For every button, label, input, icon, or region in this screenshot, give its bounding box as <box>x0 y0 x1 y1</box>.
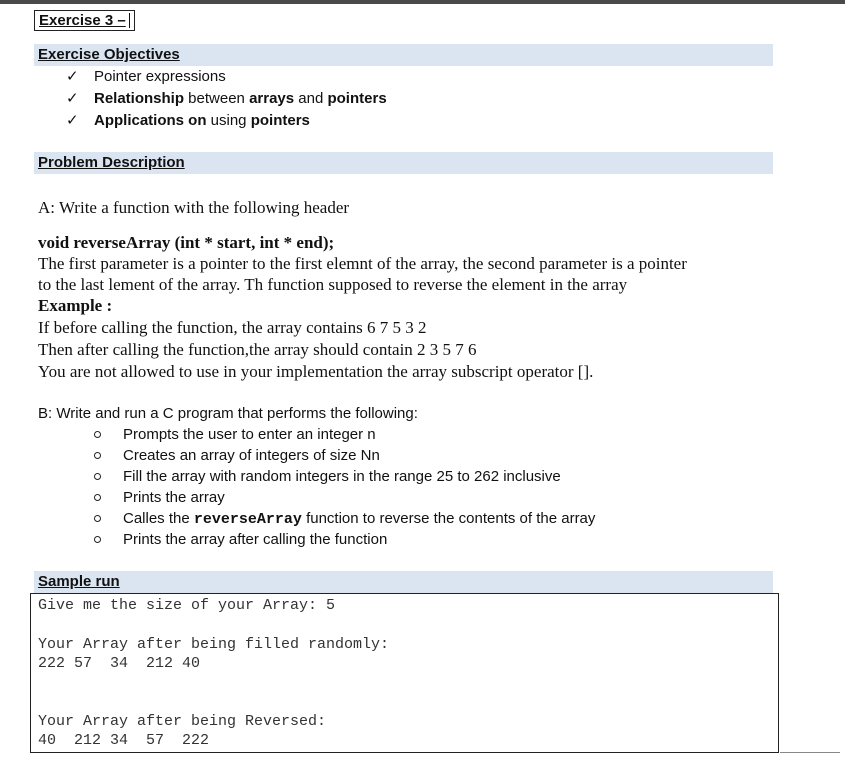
exercise-title <box>34 10 135 31</box>
description-line-2: to the last lement of the array. Th function supposed to reverse the element in the array <box>38 275 628 294</box>
part-a-intro: A: Write a function with the following header <box>38 198 350 217</box>
objective-text <box>94 110 310 132</box>
text-fragment: Calles the <box>123 509 194 527</box>
output-line: Your Array after being Reversed: <box>38 713 327 730</box>
text-fragment: arrays <box>249 90 295 107</box>
text-fragment: Relationship <box>94 90 185 107</box>
checkmark-icon: ✓ <box>66 112 79 129</box>
bullet-icon <box>94 431 101 438</box>
objective-item <box>66 88 387 110</box>
top-border <box>0 0 845 4</box>
text-fragment: pointers <box>327 90 387 107</box>
list-item-text: Creates an array of integers of size Nn <box>123 447 380 464</box>
text-fragment: pointers <box>250 112 310 129</box>
sample-output-box <box>30 593 779 753</box>
objectives-list <box>66 66 387 132</box>
list-item <box>92 424 595 445</box>
description-line-1: The first parameter is a pointer to the first elemnt of the array, the second parameter is a pointer <box>38 254 687 273</box>
text-cursor <box>129 13 130 28</box>
bullet-icon <box>94 515 101 522</box>
objectives-heading: Exercise Objectives <box>38 46 180 63</box>
bullet-icon <box>94 494 101 501</box>
bullet-icon <box>94 473 101 480</box>
objective-item <box>66 110 387 132</box>
list-item <box>92 529 595 550</box>
sample-heading-band <box>34 571 773 593</box>
objective-text <box>94 88 387 110</box>
list-item-text <box>123 508 595 530</box>
text-fragment: function to reverse the contents of the array <box>301 509 596 527</box>
objective-item <box>66 66 387 88</box>
text-fragment: using <box>206 112 251 129</box>
sample-heading: Sample run <box>38 573 120 590</box>
part-b-list <box>92 424 595 550</box>
list-item-text: Fill the array with random integers in the range 25 to 262 inclusive <box>123 468 561 485</box>
function-signature: void reverseArray (int * start, int * end); <box>38 233 335 252</box>
problem-heading: Problem Description <box>38 154 185 171</box>
bullet-icon <box>94 452 101 459</box>
example-label: Example : <box>38 296 113 315</box>
part-b-intro: B: Write and run a C program that performs the following: <box>38 405 418 422</box>
output-line: 40 212 34 57 222 <box>38 732 210 749</box>
example-line-2: Then after calling the function,the array should contain 2 3 5 7 6 <box>38 340 477 359</box>
divider-line <box>780 752 840 753</box>
objective-text <box>94 66 226 88</box>
output-line: Give me the size of your Array: 5 <box>38 597 336 614</box>
output-line: 222 57 34 212 40 <box>38 655 201 672</box>
text-fragment: Applications on <box>94 112 207 129</box>
exercise-title-text: Exercise 3 – <box>39 12 126 29</box>
checkmark-icon: ✓ <box>66 68 79 85</box>
list-item <box>92 508 595 529</box>
text-fragment: between <box>184 90 250 107</box>
list-item-text: Prompts the user to enter an integer n <box>123 426 376 443</box>
bullet-icon <box>94 536 101 543</box>
example-line-3: You are not allowed to use in your implementation the array subscript operator []. <box>38 362 594 381</box>
function-name-code: reverseArray <box>193 510 302 528</box>
problem-heading-band <box>34 152 773 174</box>
checkmark-icon: ✓ <box>66 90 79 107</box>
output-line: Your Array after being filled randomly: <box>38 636 390 653</box>
list-item <box>92 445 595 466</box>
example-line-1: If before calling the function, the array contains 6 7 5 3 2 <box>38 318 427 337</box>
list-item <box>92 466 595 487</box>
text-fragment: Pointer expressions <box>94 68 226 85</box>
text-fragment: and <box>294 90 328 107</box>
objectives-heading-band <box>34 44 773 66</box>
list-item-text: Prints the array <box>123 489 225 506</box>
list-item <box>92 487 595 508</box>
list-item-text: Prints the array after calling the function <box>123 531 388 548</box>
